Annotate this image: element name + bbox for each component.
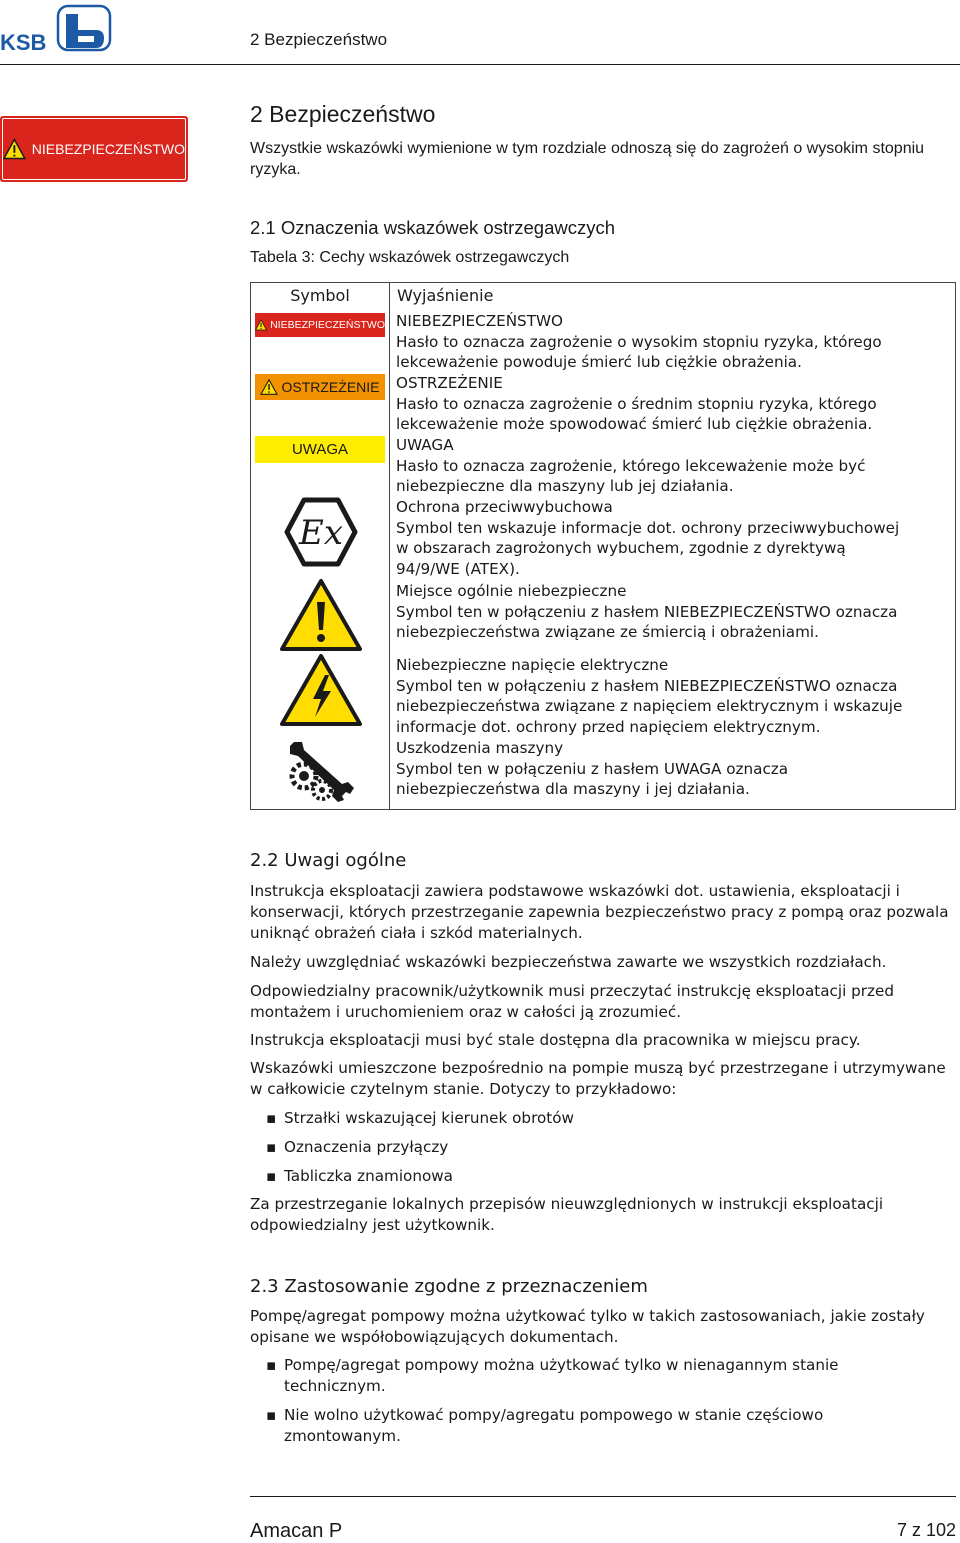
table-row [396,738,956,800]
signal-warning-label: OSTRZEŻENIE [281,379,380,395]
machine-damage-icon [284,736,356,806]
row-title: UWAGA [396,436,454,454]
bullet-icon: ▪ [266,1138,277,1156]
subsection-23-heading: 2.3 Zastosowanie zgodne z przeznaczeniem [250,1276,648,1297]
row-line: w obszarach zagrożonych wybuchem, zgodnie z dyrektywą [396,539,846,558]
paragraph: Pompę/agregat pompowy można użytkować tylko w takich zastosowaniach, jakie zostały opisane we współobowiązujących dokumentach. [250,1307,925,1346]
paragraph: Instrukcja eksploatacji zawiera podstawowe wskazówki dot. ustawienia, eksploatacji i konserwacji, których przestrzeganie zapewnia bezpieczeństwo pracy z pompą oraz pozwala uniknąć obrażeń ciała i szkód materialnych. [250,882,949,942]
ksb-logo [0,4,112,52]
bullet-icon: ▪ [266,1406,277,1424]
page-number: 7 z 102 [896,1520,956,1540]
row-line: Hasło to oznacza zagrożenie, którego lekceważenie może być [396,456,866,475]
table-row [396,581,956,643]
column-header-symbol: Symbol [290,286,350,305]
row-title: NIEBEZPIECZEŃSTWO [396,312,563,330]
row-line: Hasło to oznacza zagrożenie o wysokim stopniu ryzyka, którego [396,332,882,351]
row-line: niebezpieczeństwa dla maszyny i jej działania. [396,780,750,799]
row-line: Symbol ten w połączeniu z hasłem UWAGA oznacza [396,759,789,778]
row-line: niebezpieczeństwa związane ze śmiercią i obrażeniami. [396,623,819,642]
column-header-explanation: Wyjaśnienie [397,286,494,305]
row-title: OSTRZEŻENIE [396,374,503,392]
list-item-text: Oznaczenia przyłączy [284,1138,449,1156]
row-line: 94/9/WE (ATEX). [396,559,520,578]
row-line: Symbol ten w połączeniu z hasłem NIEBEZPIECZEŃSTWO oznacza [396,676,898,695]
table-row [396,373,956,435]
list-item-text: Nie wolno użytkować pompy/agregatu pompowego w stanie częściowo zmontowanym. [284,1406,824,1445]
row-title: Uszkodzenia maszyny [396,739,564,757]
row-title: Miejsce ogólnie niebezpieczne [396,582,627,600]
row-line: Symbol ten wskazuje informacje dot. ochrony przeciwwybuchowej [396,518,900,537]
warning-triangle-icon [260,379,278,395]
table-row [396,311,956,373]
bullet-icon: ▪ [266,1167,277,1185]
list-item-text: Strzałki wskazującej kierunek obrotów [284,1109,574,1127]
footer-divider [250,1496,956,1497]
row-title: Niebezpieczne napięcie elektryczne [396,656,669,674]
paragraph: Instrukcja eksploatacji musi być stale dostępna dla pracownika w miejscu pracy. [250,1031,861,1049]
svg-text:Ex: Ex [299,513,343,553]
list-item-text: Tabliczka znamionowa [284,1167,453,1185]
signal-danger [255,313,385,337]
subsection-22-heading: 2.2 Uwagi ogólne [250,850,407,871]
bullet-icon: ▪ [266,1109,277,1127]
paragraph: Wskazówki umieszczone bezpośrednio na pompie muszą być przestrzegane i utrzymywane w całkowicie czytelnym stanie. Dotyczy to przykładowo: [250,1059,946,1098]
row-line: Hasło to oznacza zagrożenie o średnim stopniu ryzyka, którego [396,394,877,413]
row-line: niebezpieczne dla maszyny lub jej działania. [396,477,734,496]
danger-badge-label: NIEBEZPIECZEŃSTWO [31,141,185,157]
signal-danger-label: NIEBEZPIECZEŃSTWO [270,319,385,331]
row-line: lekceważenie może spowodować śmierć lub ciężkie obrażenia. [396,415,873,434]
paragraph: Należy uwzględniać wskazówki bezpieczeństwa zawarte we wszystkich rozdziałach. [250,953,887,971]
row-line: lekceważenie powoduje śmierć lub ciężkie obrażenia. [396,353,802,372]
electrical-voltage-icon [279,653,363,731]
row-line: niebezpieczeństwa związane z napięciem elektrycznym i wskazuje [396,697,903,716]
logo-text: KSB [0,30,47,52]
list-item-text: Pompę/agregat pompowy można użytkować tylko w nienagannym stanie technicznym. [284,1356,839,1395]
warning-symbols-table [250,282,956,810]
paragraph: Odpowiedzialny pracownik/użytkownik musi przeczytać instrukcję eksploatacji przed montażem i uruchomieniem oraz w całości ją zrozumieć. [250,982,894,1021]
section-heading: 2 Bezpieczeństwo [250,101,436,127]
running-title: 2 Bezpieczeństwo [250,30,388,49]
column-divider [389,283,390,809]
table-row [396,655,956,737]
danger-badge [0,116,188,182]
signal-caution [255,436,385,463]
table-row [396,435,956,497]
general-hazard-icon [279,578,363,656]
row-line: informacje dot. ochrony przed napięciem elektrycznym. [396,717,821,736]
section-intro: Wszystkie wskazówki wymienione w tym rozdziale odnoszą się do zagrożeń o wysokim stopniu ryzyka. [250,140,925,178]
warning-triangle-icon [255,317,267,333]
subsection-21-heading: 2.1 Oznaczenia wskazówek ostrzegawczych [250,217,616,238]
bullet-icon: ▪ [266,1356,277,1374]
table-row [396,497,956,579]
explosion-protection-icon [284,496,358,572]
header-divider [0,64,960,65]
row-line: Symbol ten w połączeniu z hasłem NIEBEZPIECZEŃSTWO oznacza [396,602,898,621]
signal-caution-label: UWAGA [291,441,349,458]
warning-triangle-icon [3,138,26,160]
row-title: Ochrona przeciwwybuchowa [396,498,613,516]
footer-product: Amacan P [250,1520,343,1542]
paragraph: Za przestrzeganie lokalnych przepisów nieuwzględnionych w instrukcji eksploatacji odpowiedzialny jest użytkownik. [250,1195,884,1234]
table-caption: Tabela 3: Cechy wskazówek ostrzegawczych [250,249,570,266]
signal-warning [255,374,385,400]
